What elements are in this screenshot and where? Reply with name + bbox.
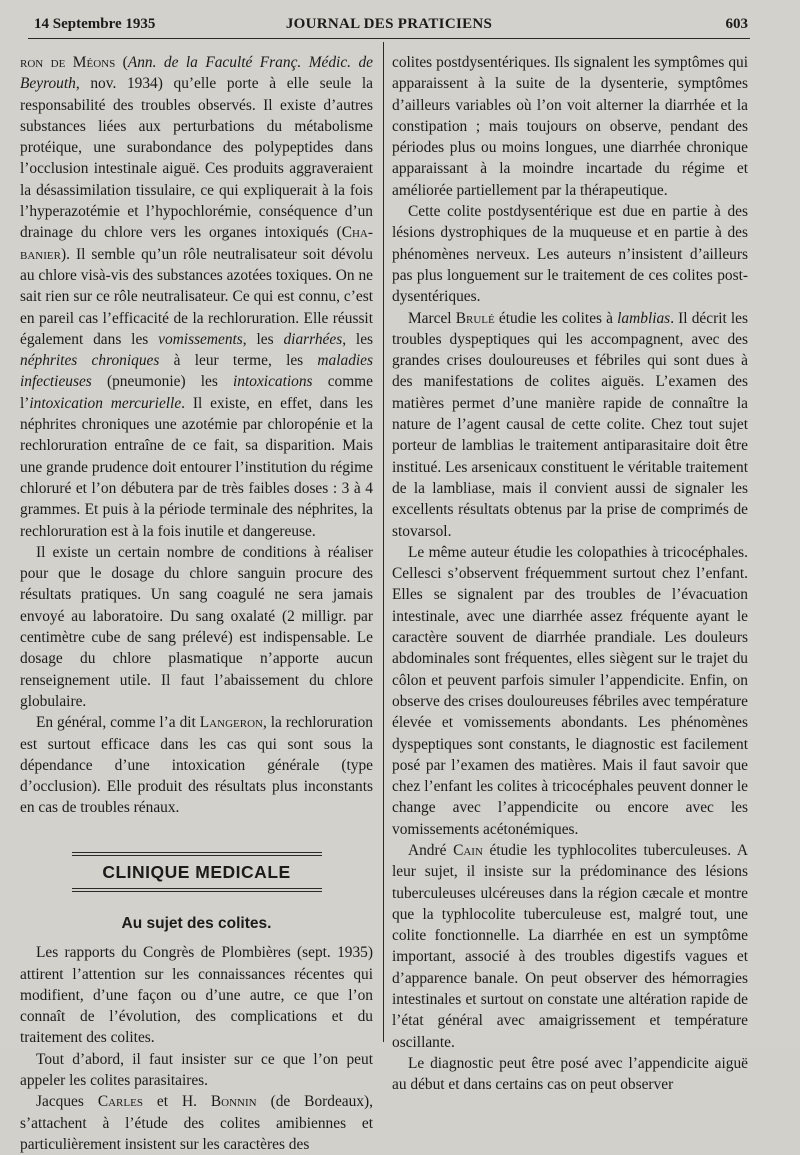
section-rule-top: [72, 852, 322, 856]
italic-term: néphrites chroniques: [20, 352, 160, 370]
paragraph: Marcel Brulé étudie les colites à lamblias. Il décrit les troubles dyspeptiques qui les accompagnent, avec des grandes crises douloureuses et fébriles qui sont dues à des manifestations de colites aiguës. L’examen des matières permet d’une manière rapide de connaître la nature de l’agent causal de cette colite. Chez tout sujet porteur de lamblias le traitement antiparasitaire doit être institué. Les arsenicaux constituent le véritable traitement de la lambliase, mais il convient aussi de signaler les excellents résultats obtenus par la prise de comprimés de stovarsol.: [392, 309, 748, 540]
author-name: Brulé: [455, 309, 495, 327]
author-name: Langeron: [199, 714, 263, 732]
paragraph: André Cain étudie les typhlocolites tuberculeuses. A leur sujet, il insiste sur la prédominance des lésions tuberculeuses ulcéreuses dans la région cæcale et montre que la typhlocolite tuberculeuse est, malgré tout, une colite fonctionnelle. La diarrhée en est un symptôme important, associé à des troubles digestifs vagues et d’apparence banale. On peut observer des hémorragies intestinales et surtout on constate une altération rapide de l’état général avec amaigrissement et température oscillante.: [392, 841, 749, 1051]
paragraph: En général, comme l’a dit Langeron, la rechloruration est surtout efficace dans les cas qui sont sous la dépendance d’une intoxication générale (type d’occlusion). Elle produit des résultats plus inconstants en cas de troubles rénaux.: [20, 714, 374, 817]
author-name: Carles: [97, 1093, 143, 1111]
paragraph: Il existe un certain nombre de conditions à réaliser pour que le dosage du chlore sanguin procure des résultats pratiques. Un sang coagulé ne sera jamais envoyé au laboratoire. Du sang oxalaté (2 milligr. par centimètre cube de sang prélevé) est indispensable. Le dosage du chlore plasmatique n’apporte aucun renseignement utile. Il faut l’abaissement du chlore globulaire.: [20, 543, 373, 710]
paragraph: Jacques Carles et H. Bonnin (de Bordeaux), s’attachent à l’étude des colites amibiennes et particulièrement insistent sur les caractères des: [20, 1093, 373, 1153]
paragraph: Les rapports du Congrès de Plombières (sept. 1935) attirent l’attention sur les connaissances récentes qui modifient, d’une façon ou d’une autre, ce que l’on connaît de l’évolution, des complications et du traitement des colites.: [20, 944, 373, 1047]
italic-term: lamblias: [617, 309, 671, 327]
author-name: Chabanier: [20, 224, 373, 263]
left-column: [20, 52, 373, 1155]
paragraph: Le même auteur étudie les colopathies à tricocéphales. Cellesci s’observent fréquemment surtout chez l’enfant. Elles se signalent par des troubles de l’évacuation intestinale, avec une diarrhée assez fréquente ayant le caractère souvent de diarrhée prandiale. Les douleurs abdominales sont fréquentes, elles siègent sur le trajet du côlon et peuvent parfois simuler l’appendicite. Enfin, on observe des crises douloureuses fébriles avec température élevée et vomissements abondants. Les phénomènes dyspeptiques sont constants, le diagnostic est facilement posé par l’examen des matières. Mais il faut savoir que chez l’enfant les colites à tricocéphales peuvent donner le change avec l’appendicite ou encore avec les vomissements acétonémiques.: [392, 543, 748, 838]
section-heading: [20, 852, 373, 892]
right-column: [392, 52, 748, 1096]
page-header: [28, 14, 750, 39]
section-title: CLINIQUE MEDICALE: [102, 861, 291, 882]
italic-term: Ann. de la Faculté Franç. Médic. de Beyrouth: [20, 54, 373, 93]
italic-term: diarrhées: [283, 330, 343, 348]
header-date: 14 Septembre 1935: [34, 16, 156, 32]
paragraph: Le diagnostic peut être posé avec l’appendicite aiguë au début et dans certains cas on peut observer: [392, 1054, 748, 1094]
italic-term: intoxications: [233, 373, 313, 391]
paragraph: ron de Méons (Ann. de la Faculté Franç. Médic. de Beyrouth, nov. 1934) qu’elle porte à elle seule la responsabilité des troubles observés. Il existe d’autres substances liées aux perturbations du métabolisme protéique, une surabondance des polypeptides dans l’occlusion intestinale aiguë. Ces produits aggraveraient la désassimilation tissulaire, ce qui expliquerait à la fois l’hyperazotémie et l’hypochlorémie, conséquence d’un drainage du chlore vers les organes intoxiqués (Chabanier). Il semble qu’un rôle neutralisateur soit dévolu au chlore visà-vis des substances azotées toxiques. On ne sait rien sur ce rôle neutralisateur. Ce qui est connu, c’est en pareil cas l’efficacité de la rechloruration. Elle réussit également dans les vomissements, les diarrhées, les néphrites chroniques à leur terme, les maladies infectieuses (pneumonie) les intoxications comme l’intoxication mercurielle. Il existe, en effet, dans les néphrites chroniques une azotémie par chloropénie et la rechloruration entraîne de ce fait, sa disparition. Mais une grande prudence doit entourer l’institution du régime chloruré et l’on débutera par de très faibles doses : 3 à 4 grammes. Et puis à la période terminale des néphrites, la rechloruration est à la fois inutile et dangereuse.: [20, 54, 374, 540]
author-name: ron de Méons: [20, 54, 116, 71]
author-name: Bonnin: [210, 1093, 257, 1111]
section-rule-bottom: [72, 888, 322, 892]
journal-title: JOURNAL DES PRATICIENS: [285, 16, 493, 32]
italic-term: maladies infectieuses: [20, 352, 373, 391]
paragraph: Tout d’abord, il faut insister sur ce que l’on peut appeler les colites parasitaires.: [20, 1050, 373, 1090]
column-divider: [383, 42, 384, 1042]
italic-term: intoxication mercurielle: [29, 394, 182, 412]
paragraph: Cette colite postdysentérique est due en partie à des lésions dystrophiques de la muqueuse et en partie à des phénomènes nerveux. Les auteurs n’insistent d’ailleurs pas plus longuement sur le traitement de ces colites postdysentériques.: [392, 203, 748, 306]
page-number: 603: [725, 16, 748, 32]
author-name: Cain: [453, 841, 483, 859]
paragraph: colites postdysentériques. Ils signalent les symptômes qui apparaissent à la suite de la dysenterie, symptômes d’ailleurs variables où l’on voit alterner la diarrhée et la constipation ; mais toujours on observe, pendant des périodes plus ou moins longues, une diarrhée chronique apparaissant à la moindre incartade du régime et améliorée partiellement par la thérapeutique.: [392, 54, 748, 199]
italic-term: vomissements: [158, 330, 243, 348]
article-title: Au sujet des colites.: [121, 914, 272, 932]
